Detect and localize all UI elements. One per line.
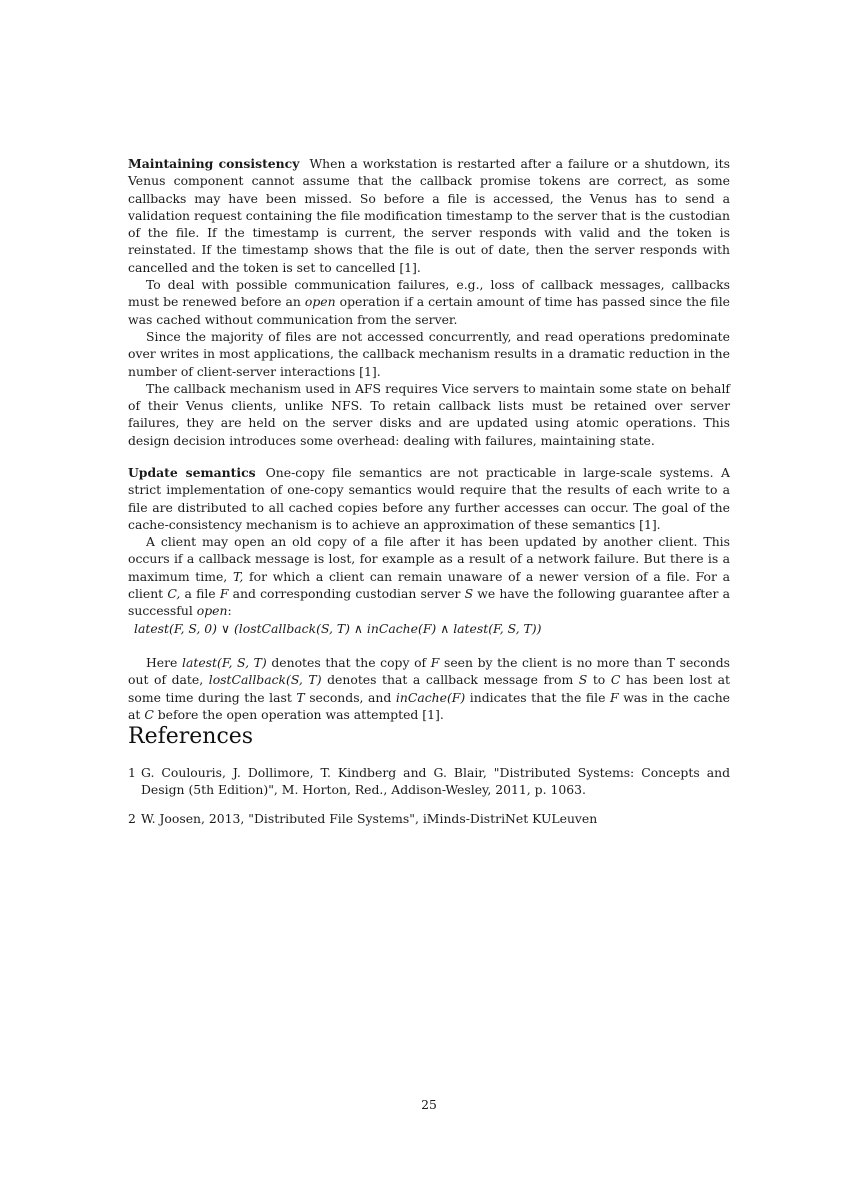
- math-variable: F: [610, 689, 619, 705]
- paragraph-text: indicates that the file: [465, 689, 611, 705]
- math-variable: T,: [232, 568, 244, 584]
- math-variable: F: [219, 586, 229, 602]
- math-expression: lostCallback(S, T): [208, 672, 322, 688]
- paragraph-text: and corresponding custodian server: [228, 586, 465, 602]
- emphasis-text: open: [304, 294, 336, 310]
- references-heading: References: [128, 724, 254, 749]
- paragraph-text: we have the following guarantee after a successful: [128, 586, 730, 619]
- guarantee-formula: latest(F, S, 0) ∨ (lostCallback(S, T) ∧ inCache(F) ∧ latest(F, S, T)): [134, 620, 542, 636]
- paragraph: [128, 533, 730, 619]
- paragraph-text: seen by the client is no more than T seconds out of date,: [128, 654, 730, 688]
- math-variable: C: [144, 706, 154, 722]
- paragraph-text: seconds, and: [304, 689, 396, 705]
- paragraph: [128, 276, 730, 328]
- paragraph-text: denotes that a callback message from: [321, 672, 579, 688]
- reference-list: [128, 764, 730, 838]
- paragraph-text: has been lost at some time during the last: [128, 672, 731, 705]
- paragraph: [128, 328, 730, 380]
- math-expression: latest(F, S, T): [182, 654, 267, 670]
- paragraph: [128, 654, 730, 723]
- math-expression: inCache(F): [395, 689, 466, 705]
- paragraph: [128, 380, 730, 449]
- paragraph-text: before the open operation was attempted [1].: [153, 706, 444, 722]
- reference-item: [128, 764, 730, 799]
- math-variable: C,: [167, 586, 181, 602]
- paragraph-text: to: [587, 672, 611, 688]
- paragraph-text: To deal with possible communication failures, e.g., loss of callback messages, callbacks must be renewed before an: [128, 277, 730, 310]
- math-variable: C: [610, 672, 621, 688]
- paragraph-text: A client may open an old copy of a file after it has been updated by another client. This occurs if a callback message is lost, for example as a result of a network failure. But there is a maximum time,: [128, 534, 730, 584]
- reference-item: [128, 810, 730, 827]
- reference-number: 1: [128, 765, 136, 780]
- math-variable: T: [296, 689, 305, 705]
- reference-number: 2: [128, 810, 136, 826]
- section-maintaining-consistency: [128, 155, 730, 449]
- emphasis-text: open: [196, 603, 228, 619]
- paragraph-text: a file: [180, 586, 220, 602]
- paragraph-text: One-copy file semantics are not practicable in large-scale systems. A strict implementation of one-copy semantics would require that the results of each write to a file are distributed to all cached copies before any further accesses can occur. The goal of the cache-consistency mechanism is to achieve an approximation of these semantics [1].: [128, 465, 730, 532]
- math-variable: S: [464, 586, 474, 602]
- paragraph-text: denotes that the copy of: [266, 654, 431, 670]
- math-variable: S: [578, 672, 588, 688]
- run-in-heading: Maintaining consistency: [128, 156, 300, 171]
- paragraph: [128, 155, 730, 276]
- page-number: 25: [421, 1097, 437, 1112]
- paragraph-text: Here: [146, 654, 182, 670]
- paragraph: [128, 464, 730, 533]
- paragraph-text: for which a client can remain unaware of a newer version of a file. For a client: [128, 568, 731, 602]
- paragraph-text: Since the majority of files are not accessed concurrently, and read operations predominate over writes in most applications, the callback mechanism results in a dramatic reduction in the number of client-server interactions [1].: [128, 328, 730, 379]
- section-update-semantics: [128, 464, 730, 723]
- paragraph-text: When a workstation is restarted after a failure or a shutdown, its Venus component cannot assume that the callback promise tokens are correct, as some callbacks may have been missed. So before a file is accessed, the Venus has to send a validation request containing the file modification timestamp to the server that is the custodian of the file. If the timestamp is current, the server responds with valid and the token is reinstated. If the timestamp shows that the file is out of date, then the server responds with cancelled and the token is set to cancelled [1].: [128, 156, 730, 275]
- reference-text: G. Coulouris, J. Dollimore, T. Kindberg and G. Blair, "Distributed Systems: Concepts and Design (5th Edition)", M. Horton, Red., Addison-Wesley, 2011, p. 1063.: [141, 765, 730, 798]
- paragraph-text: operation if a certain amount of time has passed since the file was cached without communication from the server.: [128, 294, 730, 327]
- paragraph-text: :: [227, 603, 232, 619]
- paragraph-text: The callback mechanism used in AFS requires Vice servers to maintain some state on behalf of their Venus clients, unlike NFS. To retain callback lists must be retained over server failures, they are held on the server disks and are updated using atomic operations. This design decision introduces some overhead: dealing with failures, maintaining state.: [128, 380, 730, 448]
- paragraph-text: was in the cache at: [128, 689, 731, 722]
- run-in-heading: Update semantics: [128, 465, 256, 480]
- reference-text: W. Joosen, 2013, "Distributed File Systems", iMinds-DistriNet KULeuven: [141, 810, 598, 826]
- document-page: [128, 0, 730, 1198]
- math-variable: F: [430, 654, 440, 670]
